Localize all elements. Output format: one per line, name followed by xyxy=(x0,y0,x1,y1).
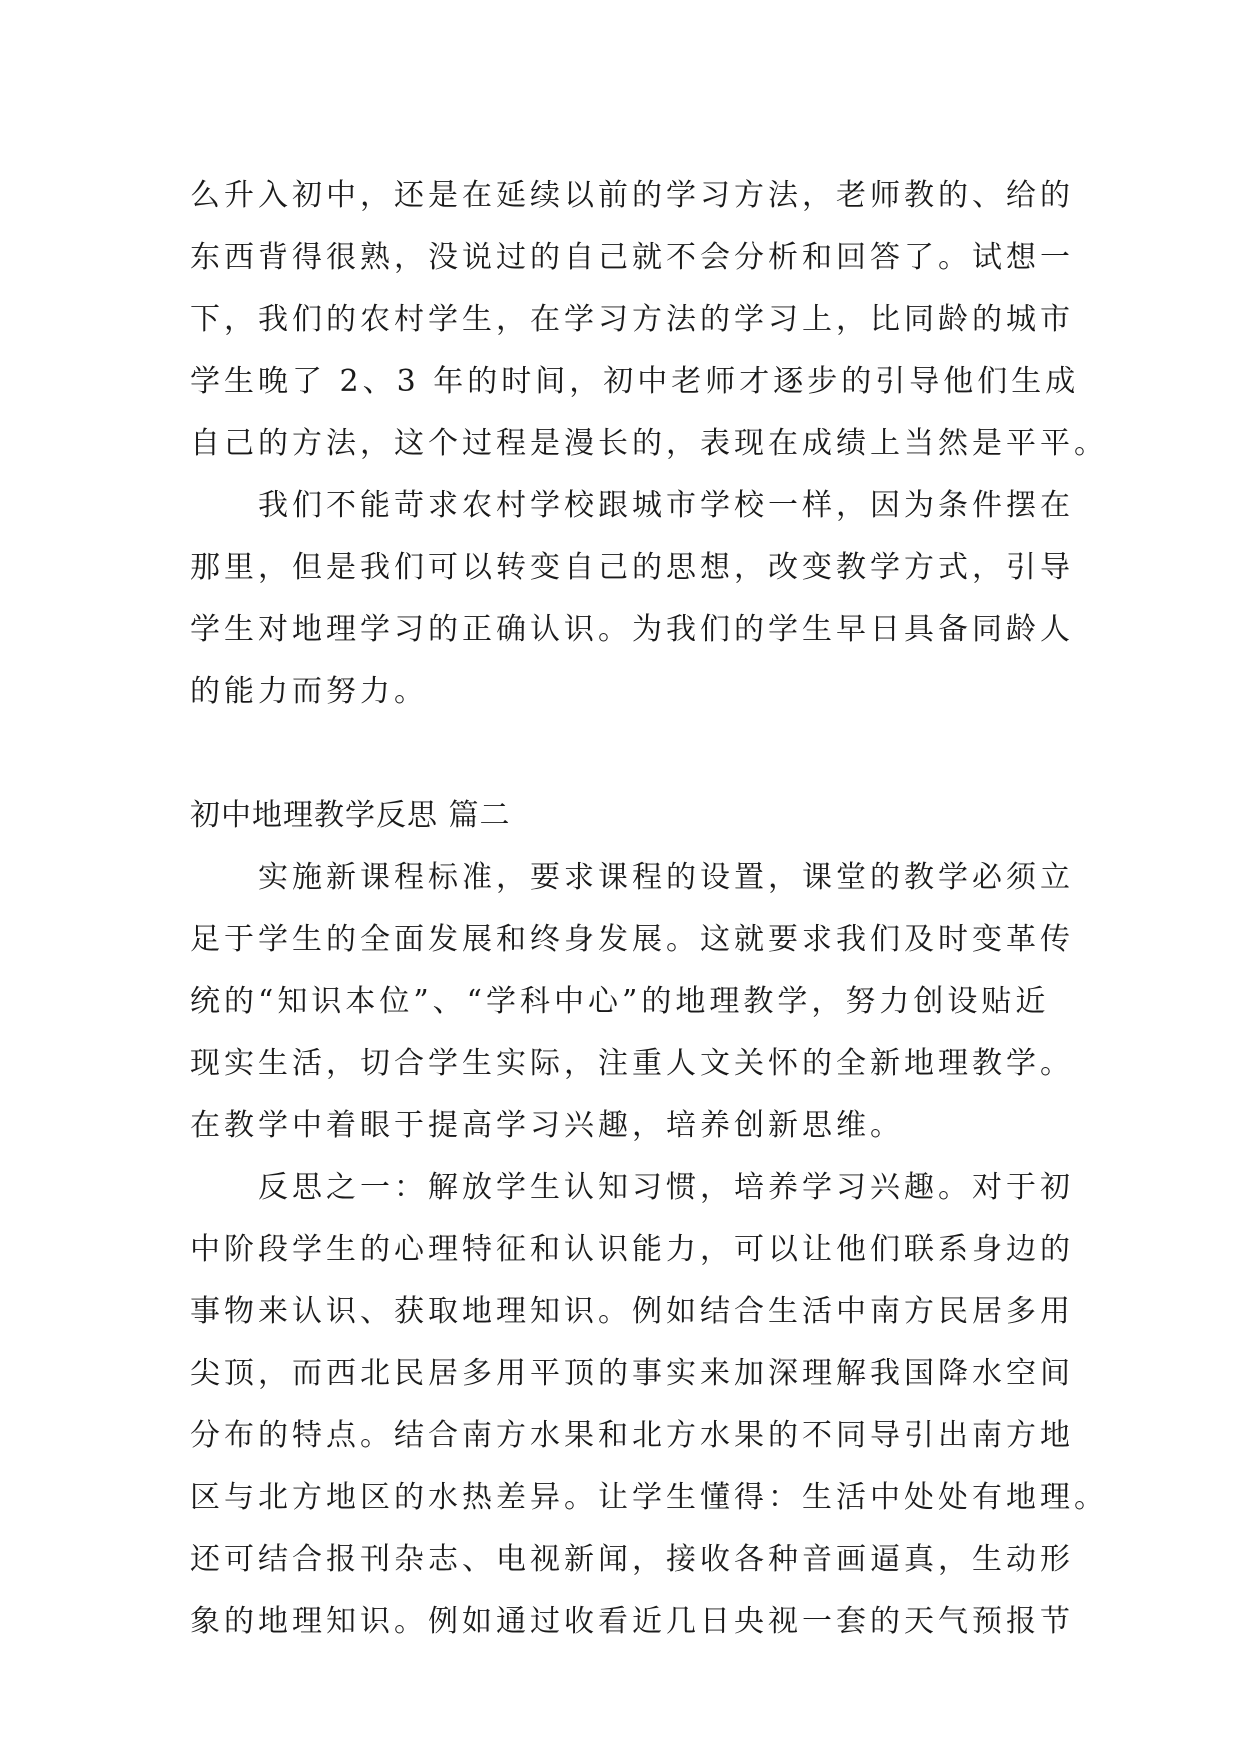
document-page xyxy=(190,165,1108,1653)
text-line: 现实生活，切合学生实际，注重人文关怀的全新地理教学。 xyxy=(190,1046,1074,1081)
text-line: 学生晚了 2、3 年的时间，初中老师才逐步的引导他们生成 xyxy=(190,364,1080,399)
text-line: 尖顶，而西北民居多用平顶的事实来加深理解我国降水空间 xyxy=(190,1356,1074,1391)
text-line: 东西背得很熟，没说过的自己就不会分析和回答了。试想一 xyxy=(190,240,1074,275)
text-line: 我们不能苛求农村学校跟城市学校一样，因为条件摆在 xyxy=(258,488,1074,523)
text-line: 实施新课程标准，要求课程的设置，课堂的教学必须立 xyxy=(258,860,1074,895)
paragraph-3 xyxy=(190,847,1074,1157)
text-line: 象的地理知识。例如通过收看近几日央视一套的天气预报节 xyxy=(190,1604,1074,1639)
text-line: 自己的方法，这个过程是漫长的，表现在成绩上当然是平平。 xyxy=(190,426,1108,461)
section-heading: 初中地理教学反思 篇二 xyxy=(190,798,511,833)
blank-line xyxy=(190,723,1055,785)
paragraph-2 xyxy=(190,475,1074,723)
text-line: 区与北方地区的水热差异。让学生懂得：生活中处处有地理。 xyxy=(190,1480,1108,1515)
text-line: 学生对地理学习的正确认识。为我们的学生早日具备同龄人 xyxy=(190,612,1074,647)
text-line: 足于学生的全面发展和终身发展。这就要求我们及时变革传 xyxy=(190,922,1074,957)
paragraph-4 xyxy=(190,1157,1108,1653)
text-line: 下，我们的农村学生，在学习方法的学习上，比同龄的城市 xyxy=(190,302,1074,337)
text-line: 在教学中着眼于提高学习兴趣，培养创新思维。 xyxy=(190,1108,904,1143)
text-line: 还可结合报刊杂志、电视新闻，接收各种音画逼真，生动形 xyxy=(190,1542,1074,1577)
text-line: 反思之一：解放学生认知习惯，培养学习兴趣。对于初 xyxy=(258,1170,1074,1205)
text-line: 那里，但是我们可以转变自己的思想，改变教学方式，引导 xyxy=(190,550,1074,585)
text-line: 中阶段学生的心理特征和认识能力，可以让他们联系身边的 xyxy=(190,1232,1074,1267)
text-line: 么升入初中，还是在延续以前的学习方法，老师教的、给的 xyxy=(190,178,1074,213)
text-line: 事物来认识、获取地理知识。例如结合生活中南方民居多用 xyxy=(190,1294,1074,1329)
text-line: 统的“知识本位”、“学科中心”的地理教学，努力创设贴近 xyxy=(190,984,1050,1019)
text-line: 的能力而努力。 xyxy=(190,674,428,709)
paragraph-1 xyxy=(190,165,1108,475)
text-line: 分布的特点。结合南方水果和北方水果的不同导引出南方地 xyxy=(190,1418,1074,1453)
